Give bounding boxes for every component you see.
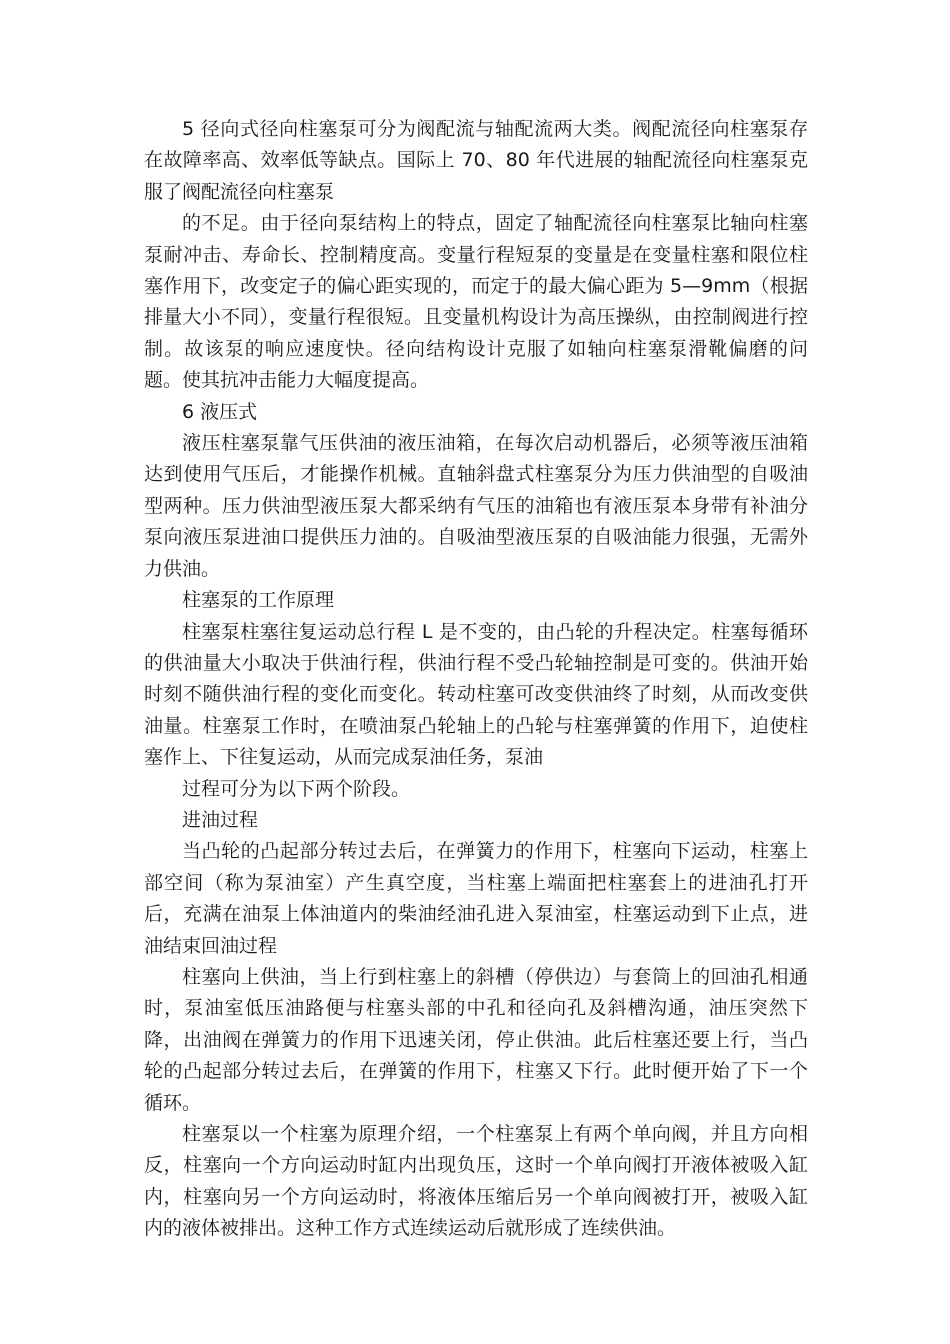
heading-hydraulic-type: 6 液压式 [182, 400, 258, 423]
document-page [144, 114, 808, 1245]
heading-working-principle: 柱塞泵的工作原理 [182, 589, 335, 612]
paragraph-radial-advantages: 的不足。由于径向泵结构上的特点，固定了轴配流径向柱塞泵比轴向柱塞泵耐冲击、寿命长、控制精度高。变量行程短泵的变量是在变量柱塞和限位柱塞作用下，改变定子的偏心距实现的，而定于的最大偏心距为 5—9mm（根据排量大小不同），变量行程很短。且变量机构设计为高压操纵，由控制阀进行控制。故该泵的响应速度快。径向结构设计克服了如轴向柱塞泵滑靴偏磨的问题。使其抗冲击能力大幅度提高。 [144, 212, 808, 392]
heading-intake-process: 进油过程 [182, 808, 259, 831]
paragraph-hydraulic-type: 液压柱塞泵靠气压供油的液压油箱，在每次启动机器后，必须等液压油箱达到使用气压后，才能操作机械。直轴斜盘式柱塞泵分为压力供油型的自吸油型两种。压力供油型液压泵大都采纳有气压的油箱也有液压泵本身带有补油分泵向液压泵进油口提供压力油的。自吸油型液压泵的自吸油能力很强，无需外力供油。 [144, 432, 808, 580]
paragraph-two-stages: 过程可分为以下两个阶段。 [182, 777, 411, 800]
paragraph-radial-type: 5 径向式径向柱塞泵可分为阀配流与轴配流两大类。阀配流径向柱塞泵存在故障率高、效率低等缺点。国际上 70、80 年代进展的轴配流径向柱塞泵克服了阀配流径向柱塞泵 [144, 118, 808, 203]
paragraph-return-process: 柱塞向上供油，当上行到柱塞上的斜槽（停供边）与套筒上的回油孔相通时，泵油室低压油路便与柱塞头部的中孔和径向孔及斜槽沟通，油压突然下降，出油阀在弹簧力的作用下迅速关闭，停止供油。此后柱塞还要上行，当凸轮的凸起部分转过去后，在弹簧的作用下，柱塞又下行。此时便开始了下一个循环。 [144, 965, 808, 1114]
paragraph-intake-process: 当凸轮的凸起部分转过去后，在弹簧力的作用下，柱塞向下运动，柱塞上部空间（称为泵油室）产生真空度，当柱塞上端面把柱塞套上的进油孔打开后，充满在油泵上体油道内的柴油经油孔进入泵油室，柱塞运动到下止点，进油结束回油过程 [144, 840, 808, 957]
paragraph-working-principle: 柱塞泵柱塞往复运动总行程 L 是不变的，由凸轮的升程决定。柱塞每循环的供油量大小取决于供油行程，供油行程不受凸轮轴控制是可变的。供油开始时刻不随供油行程的变化而变化。转动柱塞可改变供油终了时刻，从而改变供油量。柱塞泵工作时，在喷油泵凸轮轴上的凸轮与柱塞弹簧的作用下，迫使柱塞作上、下往复运动，从而完成泵油任务，泵油 [144, 620, 808, 769]
paragraph-check-valves: 柱塞泵以一个柱塞为原理介绍，一个柱塞泵上有两个单向阀，并且方向相反，柱塞向一个方向运动时缸内出现负压，这时一个单向阀打开液体被吸入缸内，柱塞向另一个方向运动时，将液体压缩后另一个单向阀被打开，被吸入缸内的液体被排出。这种工作方式连续运动后就形成了连续供油。 [144, 1123, 808, 1240]
